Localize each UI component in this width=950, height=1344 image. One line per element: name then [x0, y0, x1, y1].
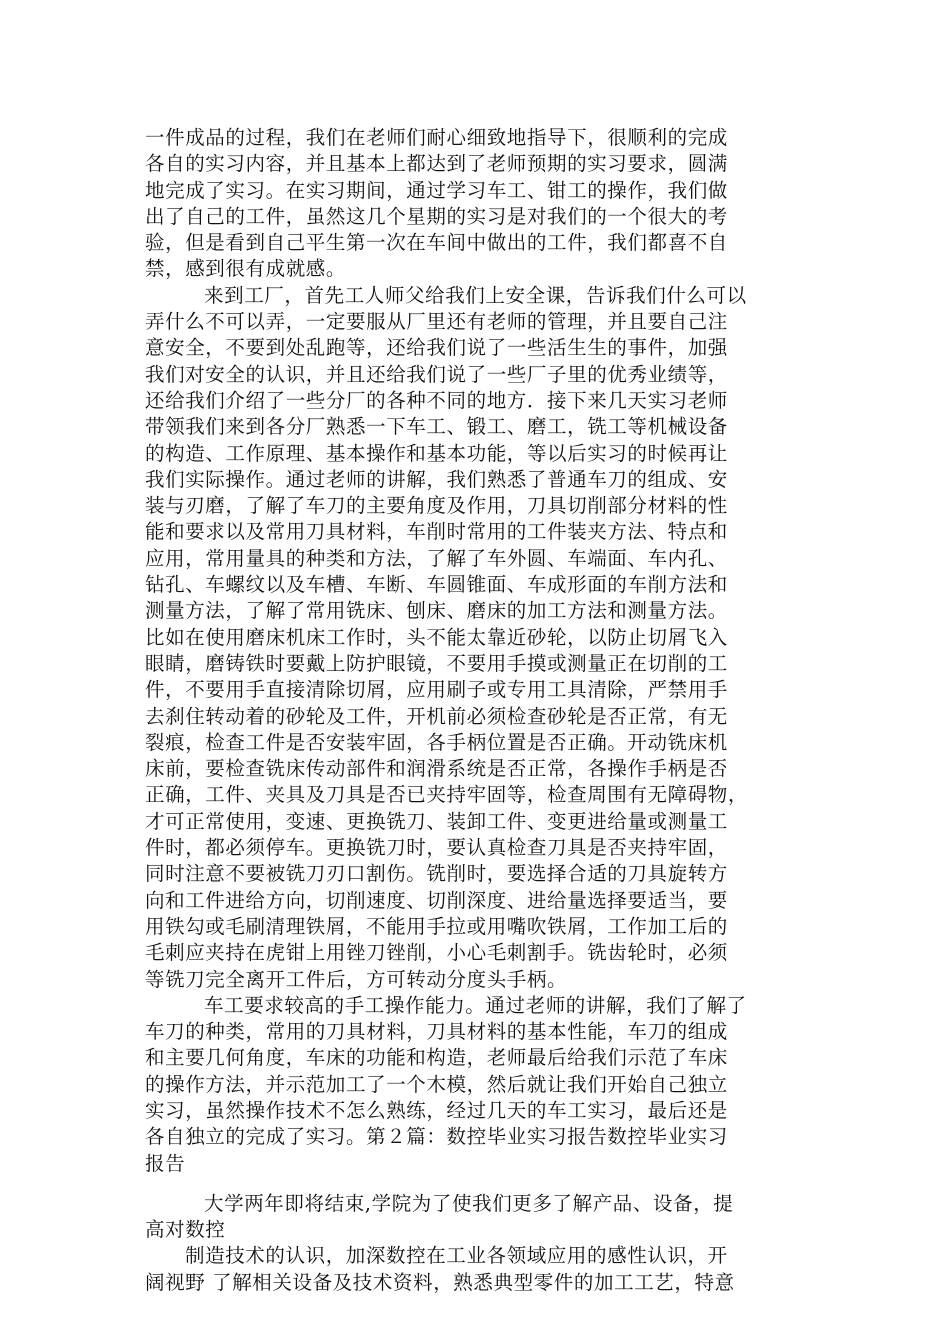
- text-line: 车刀的种类，常用的刀具材料，刀具材料的基本性能，车刀的组成: [145, 1020, 728, 1044]
- text-line: 件时，都必须停车。更换铣刀时，要认真检查刀具是否夹持牢固，: [145, 836, 728, 860]
- text-line: 眼睛，磨铸铁时要戴上防护眼镜，不要用手摸或测量正在切削的工: [145, 651, 728, 675]
- text-line: 一件成品的过程，我们在老师们耐心细致地指导下，很顺利的完成: [145, 126, 728, 149]
- text-line: 带领我们来到各分厂熟悉一下车工、锻工、磨工，铣工等机械设备: [145, 415, 728, 439]
- text-line: 我们实际操作。通过老师的讲解，我们熟悉了普通车刀的组成、安: [145, 467, 728, 491]
- text-line: 测量方法，了解了常用铣床、刨床、磨床的加工方法和测量方法。: [145, 599, 728, 623]
- text-line: 意安全，不要到处乱跑等，还给我们说了一些活生生的事件，加强: [145, 336, 728, 360]
- text-line: 实习，虽然操作技术不怎么熟练，经过几天的车工实习，最后还是: [145, 1098, 728, 1122]
- text-line: 才可正常使用，变速、更换铣刀、装卸工件、变更进给量或测量工: [145, 809, 728, 833]
- text-line: 的操作方法，并示范加工了一个木模，然后就让我们开始自己独立: [145, 1072, 728, 1096]
- document-body: [145, 125, 815, 1296]
- text-line: 高对数控: [145, 1218, 226, 1242]
- text-line: 正确，工件、夹具及刀具是否已夹持牢固等，检查周围有无障碍物，: [145, 783, 749, 807]
- text-line: 的构造、工作原理、基本操作和基本功能，等以后实习的时候再让: [145, 441, 728, 465]
- text-line: 还给我们介绍了一些分厂的各种不同的地方．接下来几天实习老师: [145, 388, 728, 412]
- paragraph-spacer: [145, 1177, 815, 1191]
- paragraph-3: [145, 993, 815, 1177]
- text-line: 裂痕，检查工件是否安装牢固，各手柄位置是否正确。开动铣床机: [145, 730, 728, 754]
- text-line: 向和工件进给方向，切削速度、切削深度、进给量选择要适当，要: [145, 888, 728, 912]
- text-line: 用铁勾或毛刷清理铁屑，不能用手拉或用嘴吹铁屑，工作加工后的: [145, 914, 728, 938]
- text-line: 验，但是看到自己平生第一次在车间中做出的工件，我们都喜不自: [145, 231, 728, 255]
- paragraph-4: [145, 1191, 815, 1244]
- text-line: 钻孔、车螺纹以及车槽、车断、车圆锥面、车成形面的车削方法和: [145, 573, 728, 597]
- text-line: 同时注意不要被铣刀刃口割伤。铣削时，要选择合适的刀具旋转方: [145, 862, 728, 886]
- text-line: 各自独立的完成了实习。第２篇：数控毕业实习报告数控毕业实习: [145, 1125, 728, 1149]
- paragraph-2: [145, 283, 815, 993]
- text-line: 禁，感到很有成就感。: [145, 257, 347, 281]
- text-line: 弄什么不可以弄，一定要服从厂里还有老师的管理，并且要自己注: [145, 310, 728, 334]
- text-line: 车工要求较高的手工操作能力。通过老师的讲解，我们了解了: [204, 993, 747, 1017]
- text-line: 各自的实习内容，并且基本上都达到了老师预期的实习要求，圆满: [145, 152, 728, 176]
- text-line: 去刹住转动着的砂轮及工件，开机前必须检查砂轮是否正常，有无: [145, 704, 728, 728]
- text-line: 应用，常用量具的种类和方法，了解了车外圆、车端面、车内孔、: [145, 546, 728, 570]
- text-line: 制造技术的认识，加深数控在工业各领域应用的感性认识，开: [185, 1244, 728, 1268]
- paragraph-1: [145, 125, 815, 283]
- text-line: 能和要求以及常用刀具材料，车削时常用的工件装夹方法、特点和: [145, 520, 728, 544]
- text-line: 件，不要用手直接清除切屑，应用刷子或专用工具清除，严禁用手: [145, 678, 728, 702]
- text-line: 装与刃磨，了解了车刀的主要角度及作用，刀具切削部分材料的性: [145, 494, 728, 518]
- text-line: 出了自己的工件，虽然这几个星期的实习是对我们的一个很大的考: [145, 204, 728, 228]
- text-line: 阔视野 了解相关设备及技术资料，熟悉典型零件的加工工艺，特意: [145, 1270, 735, 1294]
- text-line: 地完成了实习。在实习期间，通过学习车工、钳工的操作，我们做: [145, 178, 728, 202]
- text-line: 毛刺应夹持在虎钳上用锉刀锉削，小心毛刺割手。铣齿轮时，必须: [145, 941, 728, 965]
- text-line: 和主要几何角度，车床的功能和构造，老师最后给我们示范了车床: [145, 1046, 728, 1070]
- text-line: 报告: [145, 1151, 186, 1175]
- text-line: 床前，要检查铣床传动部件和润滑系统是否正常，各操作手柄是否: [145, 757, 728, 781]
- text-line: 我们对安全的认识，并且还给我们说了一些厂子里的优秀业绩等，: [145, 362, 728, 386]
- text-line: 等铣刀完全离开工件后，方可转动分度头手柄。: [145, 967, 568, 991]
- text-line: 比如在使用磨床机床工作时，头不能太靠近砂轮，以防止切屑飞入: [145, 625, 728, 649]
- paragraph-5: [145, 1243, 815, 1296]
- text-line: 来到工厂，首先工人师父给我们上安全课，告诉我们什么可以: [204, 283, 747, 307]
- text-line: 大学两年即将结束,学院为了使我们更多了解产品、设备，提: [204, 1191, 734, 1215]
